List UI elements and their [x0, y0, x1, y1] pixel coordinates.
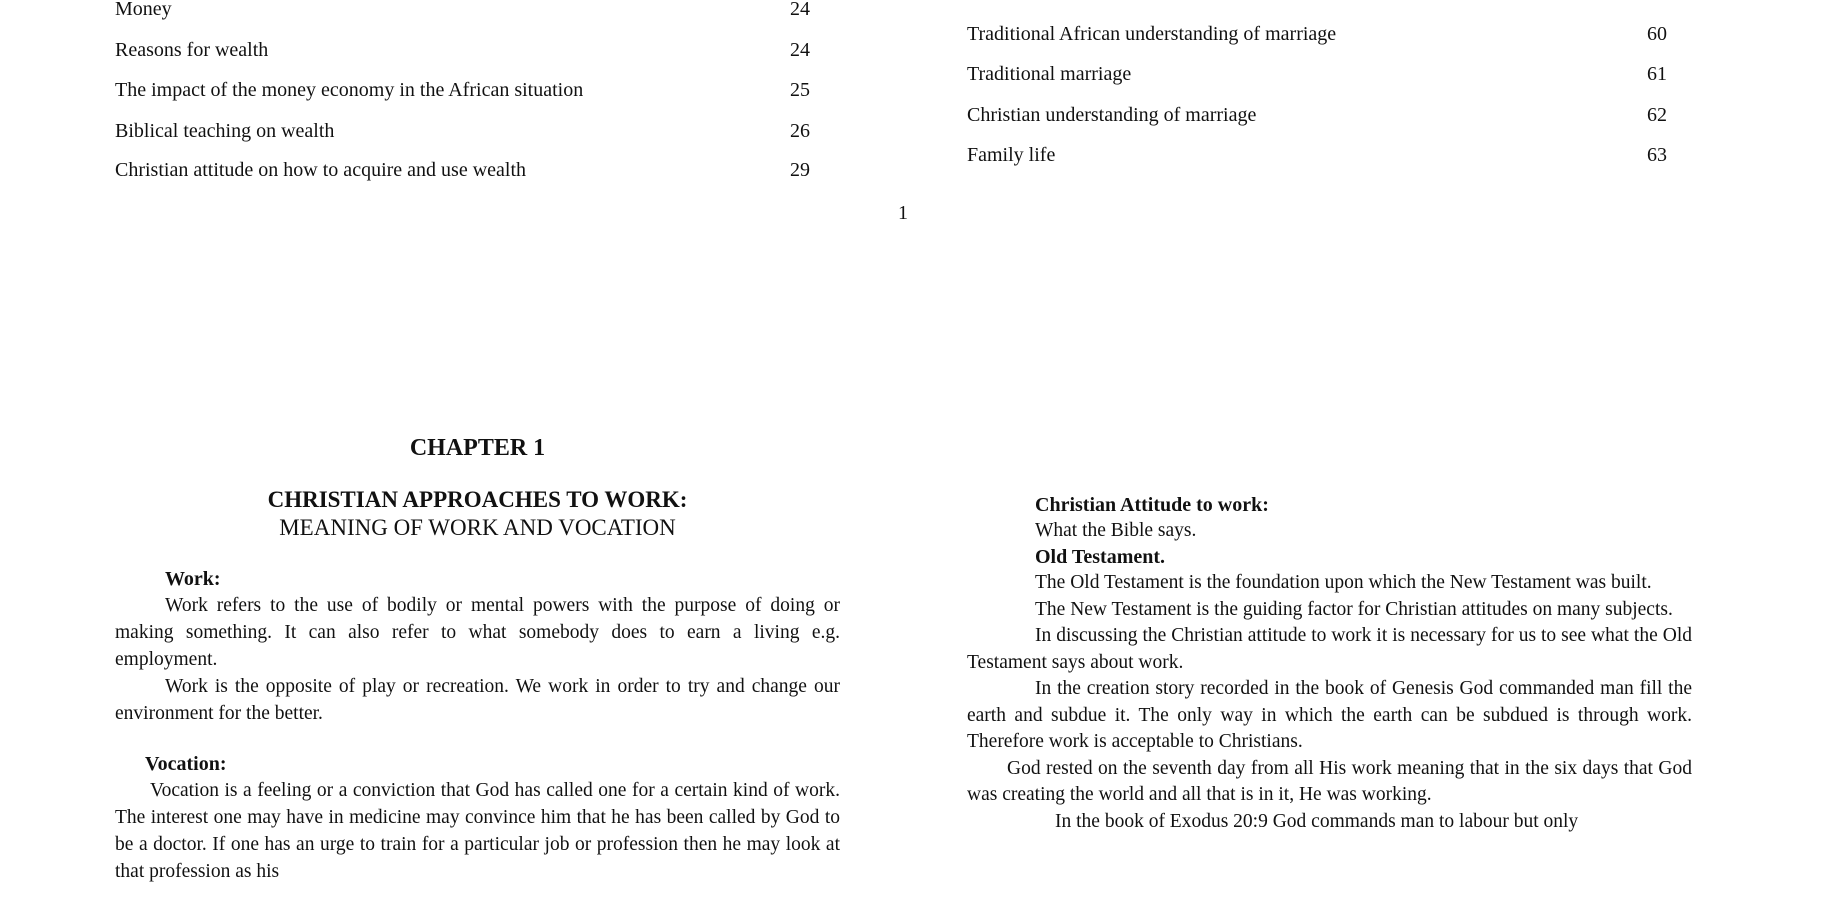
paragraph: The Old Testament is the foundation upon which the New Testament was built. — [1035, 572, 1652, 593]
toc-entry-page: 61 — [1647, 63, 1667, 85]
toc-entry-page: 62 — [1647, 104, 1667, 126]
toc-entry-title: Family life — [967, 144, 1056, 166]
page-number: 1 — [898, 202, 908, 224]
paragraph: Vocation is a feeling or a conviction that God has called one for a certain kind of work. The interest one may have in medicine may convince him that he has been called by God to be a doctor. If one has an urge to train for a particular job or profession then he may look at that profession as his — [115, 780, 840, 882]
toc-entry-title: Reasons for wealth — [115, 39, 269, 61]
section-heading-vocation: Vocation: — [145, 753, 227, 775]
chapter-title: CHRISTIAN APPROACHES TO WORK: — [267, 487, 688, 512]
paragraph: In discussing the Christian attitude to work it is necessary for us to see what the Old Testament says about work. — [967, 625, 1692, 673]
section-heading-old-testament: Old Testament. — [1035, 546, 1166, 568]
chapter-page — [0, 430, 1843, 900]
paragraph: Work is the opposite of play or recreation. We work in order to try and change our environment for the better. — [115, 676, 840, 724]
toc-entry-title: Traditional African understanding of marriage — [967, 23, 1337, 45]
paragraph: God rested on the seventh day from all His work meaning that in the six days that God was creating the world and all that is in it, He was working. — [967, 757, 1692, 805]
toc-entry-title: Money — [115, 0, 172, 20]
toc-entry-title: Biblical teaching on wealth — [115, 120, 335, 142]
right-text-column — [967, 492, 1692, 835]
paragraph: The New Testament is the guiding factor for Christian attitudes on many subjects. — [1035, 598, 1673, 620]
toc-entry-page: 63 — [1647, 144, 1667, 166]
section-heading-work: Work: — [165, 568, 221, 590]
toc-entry-page: 60 — [1647, 23, 1667, 45]
chapter-subtitle: MEANING OF WORK AND VOCATION — [279, 515, 676, 540]
paragraph: In the book of Exodus 20:9 God commands man to labour but only — [1055, 810, 1579, 832]
toc-entry-title: Christian attitude on how to acquire and use wealth — [115, 159, 527, 181]
toc-entry-page: 24 — [790, 39, 810, 61]
section-heading-christian-attitude: Christian Attitude to work: — [1035, 494, 1269, 516]
toc-entry-title: Christian understanding of marriage — [967, 104, 1257, 126]
toc-entry-title: Traditional marriage — [967, 63, 1132, 85]
toc-entry-page: 26 — [790, 120, 810, 142]
toc-entry-page: 24 — [790, 0, 810, 20]
table-of-contents — [0, 0, 1843, 230]
paragraph: In the creation story recorded in the book of Genesis God commanded man fill the earth and subdue it. The only way in which the earth can be subdued is through work. Therefore work is acceptable to Christians. — [967, 678, 1692, 752]
chapter-number: CHAPTER 1 — [409, 435, 546, 461]
toc-entry-page: 29 — [790, 159, 810, 181]
toc-entry-page: 25 — [790, 79, 810, 101]
left-text-column — [115, 430, 840, 885]
subheading-bible: What the Bible says. — [1035, 520, 1197, 541]
paragraph: Work refers to the use of bodily or mental powers with the purpose of doing or making something. It can also refer to what somebody does to earn a living e.g. employment. — [115, 595, 840, 670]
toc-entry-title: The impact of the money economy in the African situation — [115, 79, 584, 101]
